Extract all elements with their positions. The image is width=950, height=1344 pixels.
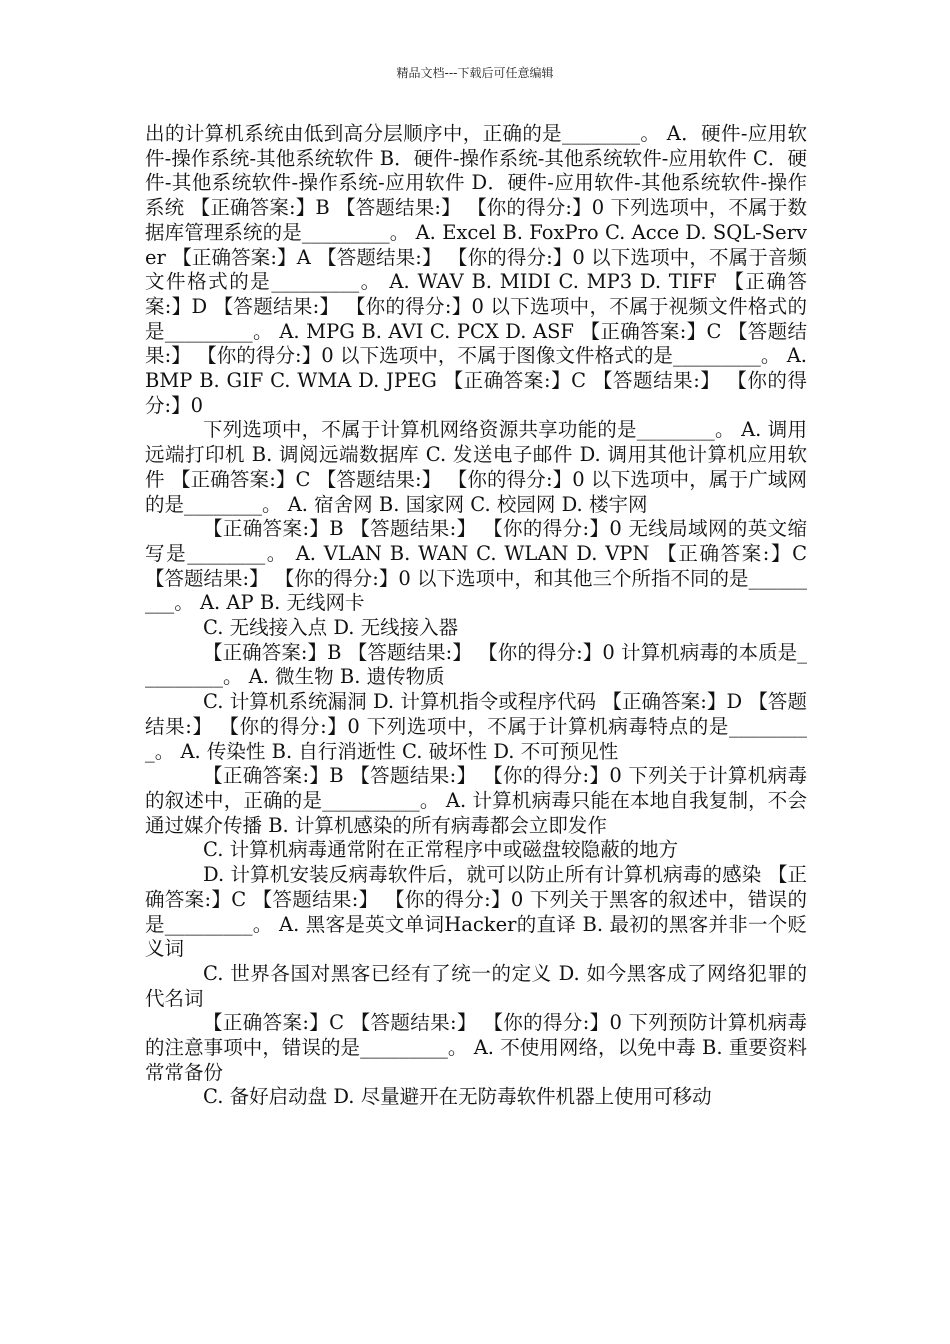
paragraph: C. 世界各国对黑客已经有了统一的定义 D. 如今黑客成了网络犯罪的代名词 xyxy=(145,961,807,1010)
paragraph: 出的计算机系统由低到高分层顺序中，正确的是________。 A．硬件-应用软件-操作系统-其他系统软件 B．硬件-操作系统-其他系统软件-应用软件 C．硬件-其他系统软件-操作系统-应用软件 D．硬件-应用软件-其他系统软件-操作系统 【正确答案:】B 【答题结果:】 【你的得分:】0 下列选项中，不属于数据库管理系统的是_________。 A. Excel B. FoxPro C. Acce D. SQL-Server 【正确答案:】A 【答题结果:】 【你的得分:】0 以下选项中，不属于音频文件格式的是_________。 A. WAV B. MIDI C. MP3 D. TIFF 【正确答案:】D 【答题结果:】 【你的得分:】0 以下选项中，不属于视频文件格式的是_________。 A. MPG B. AVI C. PCX D. ASF 【正确答案:】C 【答题结果:】 【你的得分:】0 以下选项中，不属于图像文件格式的是_________。 A. BMP B. GIF C. WMA D. JPEG 【正确答案:】C 【答题结果:】 【你的得分:】0 xyxy=(145,122,807,417)
paragraph: 下列选项中，不属于计算机网络资源共享功能的是________。 A. 调用远端打印机 B. 调阅远端数据库 C. 发送电子邮件 D. 调用其他计算机应用软件 【正确答案:】C 【答题结果:】 【你的得分:】0 以下选项中，属于广域网的是________。 A. 宿舍网 B. 国家网 C. 校园网 D. 楼宇网 xyxy=(145,418,807,516)
paragraph: 【正确答案:】B 【答题结果:】 【你的得分:】0 计算机病毒的本质是_________。 A. 微生物 B. 遗传物质 xyxy=(145,640,807,689)
paragraph: C. 无线接入点 D. 无线接入器 xyxy=(203,616,459,640)
paragraph: C. 备好启动盘 D. 尽量避开在无防毒软件机器上使用可移动 xyxy=(203,1085,712,1109)
paragraph: C. 计算机系统漏洞 D. 计算机指令或程序代码 【正确答案:】D 【答题结果:】 【你的得分:】0 下列选项中，不属于计算机病毒特点的是_________。 A. 传染性 B. 自行消逝性 C. 破坏性 D. 不可预见性 xyxy=(145,690,807,763)
paragraph: 【正确答案:】C 【答题结果:】 【你的得分:】0 下列预防计算机病毒的注意事项中，错误的是_________。 A. 不使用网络，以免中毒 B. 重要资料常常备份 xyxy=(145,1011,807,1084)
paragraph: 【正确答案:】B 【答题结果:】 【你的得分:】0 下列关于计算机病毒的叙述中，正确的是__________。 A. 计算机病毒只能在本地自我复制，不会通过媒介传播 B. 计算机感染的所有病毒都会立即发作 xyxy=(145,764,807,837)
paragraph: D. 计算机安装反病毒软件后，就可以防止所有计算机病毒的感染 【正确答案:】C 【答题结果:】 【你的得分:】0 下列关于黑客的叙述中，错误的是_________。 A. 黑客是英文单词Hacker的直译 B. 最初的黑客并非一个贬义词 xyxy=(145,863,807,961)
page-header: 精品文档---下载后可任意编辑 xyxy=(396,66,554,80)
paragraph: 【正确答案:】B 【答题结果:】 【你的得分:】0 无线局域网的英文缩写是________。 A. VLAN B. WAN C. WLAN D. VPN 【正确答案:】C 【答题结果:】 【你的得分:】0 以下选项中，和其他三个所指不同的是_________。 A. AP B. 无线网卡 xyxy=(145,517,807,615)
paragraph: C. 计算机病毒通常附在正常程序中或磁盘较隐蔽的地方 xyxy=(203,838,679,862)
document-body xyxy=(145,122,807,1110)
